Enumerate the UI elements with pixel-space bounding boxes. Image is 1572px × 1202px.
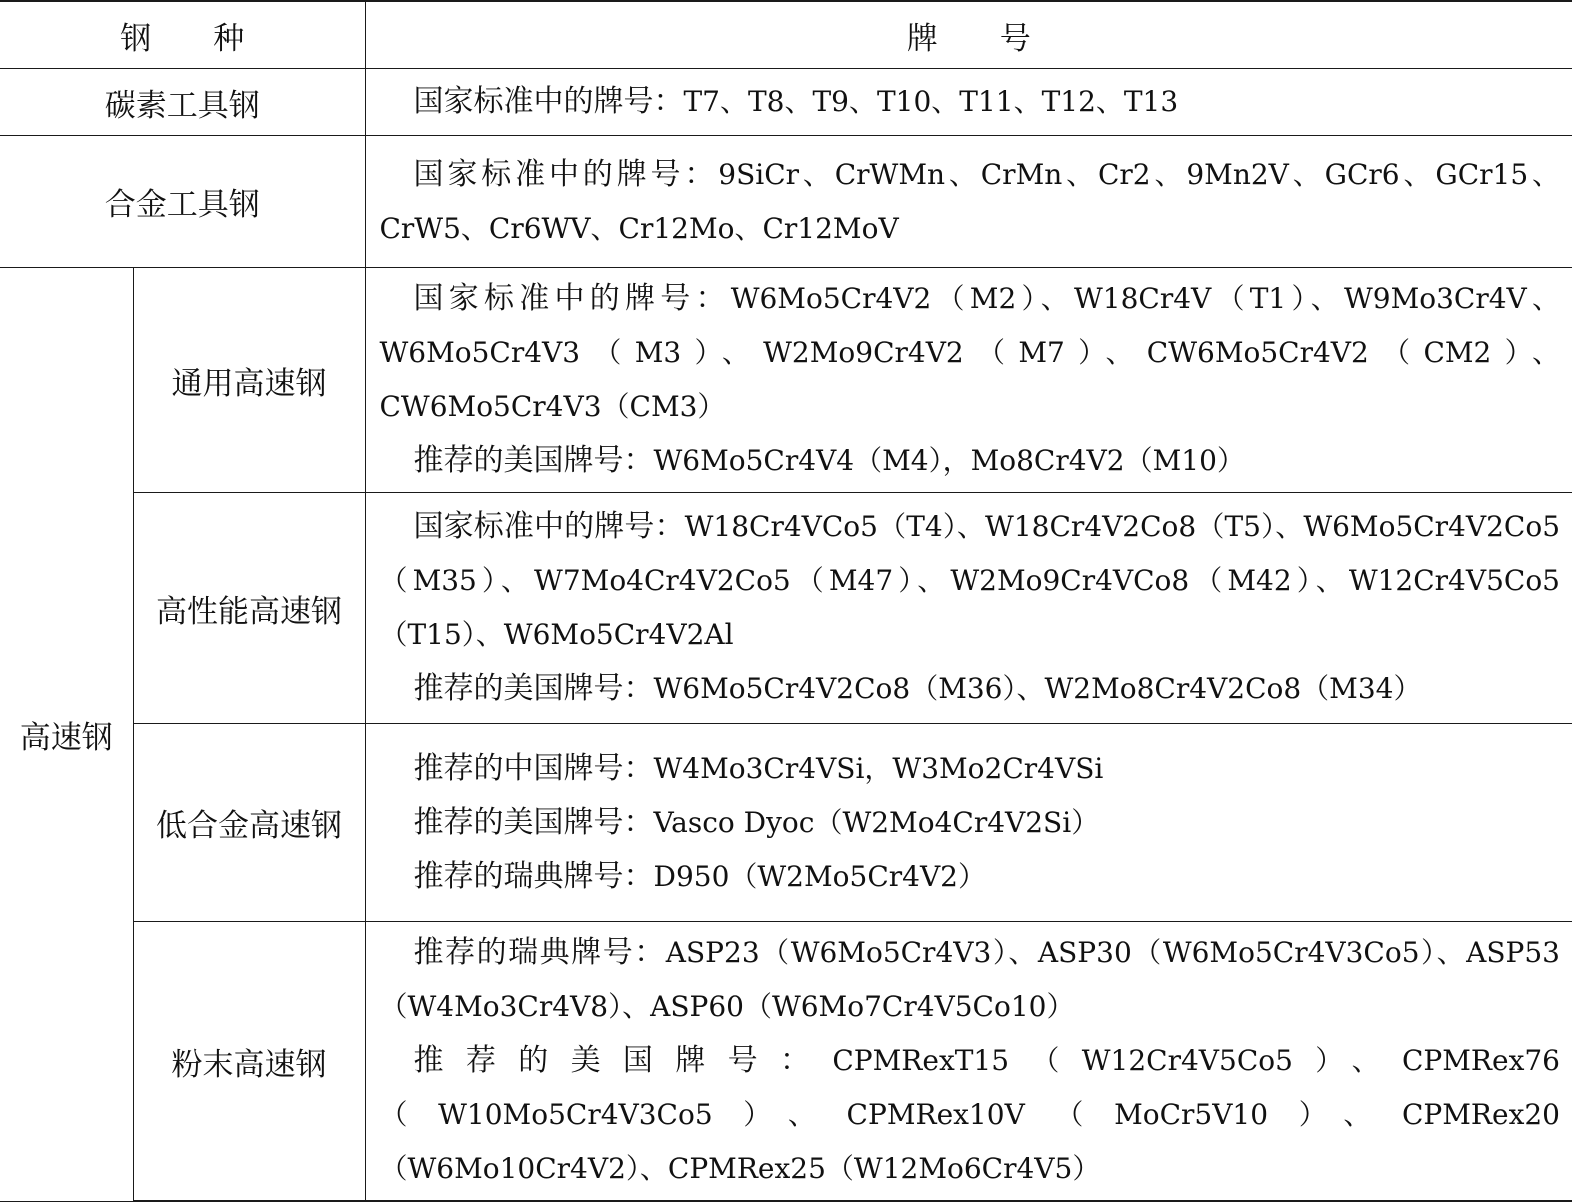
grades-cell [365,69,1572,136]
table-row [0,493,1572,724]
grade-line [380,500,1561,662]
category-cell: 碳素工具钢 [0,69,365,136]
grade-line-text: ASP23（W6Mo5Cr4V3）、ASP30（W6Mo5Cr4V3Co5）、ASP53（W4Mo3Cr4V8）、ASP60（W6Mo7Cr4V5Co10） [379,936,1560,1023]
grades-cell [365,268,1572,493]
subcategory-cell: 低合金高速钢 [133,724,365,922]
grade-line [380,796,1561,850]
grade-line-label: 推荐的美国牌号： [413,443,654,478]
grade-line [380,1034,1561,1196]
grade-line [380,75,1561,129]
grade-line [380,742,1561,796]
grade-line-text: Vasco Dyoc（W2Mo4Cr4V2Si） [653,805,1100,839]
grade-line-label: 国家标准中的牌号： [413,509,685,544]
header-steel-type-char2: 种 [213,20,245,57]
table-row [0,136,1572,268]
header-grade-char1: 牌 [906,20,938,57]
subcategory-cell: 高性能高速钢 [133,493,365,724]
grade-line-label: 国家标准中的牌号： [413,156,719,192]
grade-line-text: W18Cr4VCo5（T4）、W18Cr4V2Co8（T5）、W6Mo5Cr4V2Co5（M35）、W7Mo4Cr4V2Co5（M47）、W2Mo9Cr4VCo8（M42）、W12Cr4V5Co5（T15）、W6Mo5Cr4V2Al [379,510,1561,651]
grade-line [380,272,1561,434]
grade-line-text: 9SiCr、CrWMn、CrMn、Cr2、9Mn2V、GCr6、GCr15、CrW5、Cr6WV、Cr12Mo、Cr12MoV [379,157,1560,245]
table-row [0,268,1572,493]
header-grade-char2: 号 [999,20,1031,57]
grade-line-text: D950（W2Mo5Cr4V2） [653,859,986,893]
grade-line [380,148,1561,256]
grade-line-text: W6Mo5Cr4V2（M2）、W18Cr4V（T1）、W9Mo3Cr4V、W6Mo5Cr4V3（M3）、W2Mo9Cr4V2（M7）、CW6Mo5Cr4V2（CM2）、CW6Mo5Cr4V3（CM3） [379,282,1560,423]
table-header-row [0,1,1572,69]
header-steel-type [0,1,365,69]
grade-line-label: 推荐的瑞典牌号： [413,858,654,894]
grade-line-label: 推荐的瑞典牌号： [413,935,666,970]
subcategory-cell: 粉末高速钢 [133,922,365,1202]
grade-line-label: 国家标准中的牌号： [413,281,731,316]
grade-line [380,662,1561,716]
subcategory-cell: 通用高速钢 [133,268,365,493]
grade-line [380,926,1561,1034]
grade-line [380,434,1561,488]
grade-line-label: 推荐的美国牌号： [413,804,654,840]
grade-line-label: 推荐的美国牌号： [413,1043,833,1078]
table-row [0,69,1572,136]
header-grade [365,1,1572,69]
grade-line-label: 推荐的美国牌号： [413,671,654,706]
grade-line-label: 推荐的中国牌号： [413,750,654,786]
grades-cell [365,724,1572,922]
grade-line-text: W4Mo3Cr4VSi，W3Mo2Cr4VSi [653,751,1104,785]
grade-line-text: W6Mo5Cr4V2Co8（M36）、W2Mo8Cr4V2Co8（M34） [653,672,1422,705]
grades-cell [365,493,1572,724]
grade-line-text: T7、T8、T9、T10、T11、T12、T13 [683,85,1179,118]
table-row [0,922,1572,1202]
grades-cell [365,922,1572,1202]
grade-line-text: CPMRexT15（W12Cr4V5Co5）、CPMRex76（W10Mo5Cr4V3Co5）、CPMRex10V（MoCr5V10）、CPMRex20（W6Mo10Cr4V2）、CPMRex25（W12Mo6Cr4V5） [379,1044,1560,1185]
table-row [0,724,1572,922]
header-steel-type-char1: 钢 [120,20,152,57]
category-cell: 合金工具钢 [0,136,365,268]
grade-line-label: 国家标准中的牌号： [413,84,684,119]
grade-line-text: W6Mo5Cr4V4（M4），Mo8Cr4V2（M10） [653,444,1245,477]
grade-line [380,850,1561,904]
grades-cell [365,136,1572,268]
category-cell-hss: 高速钢 [0,268,133,1202]
